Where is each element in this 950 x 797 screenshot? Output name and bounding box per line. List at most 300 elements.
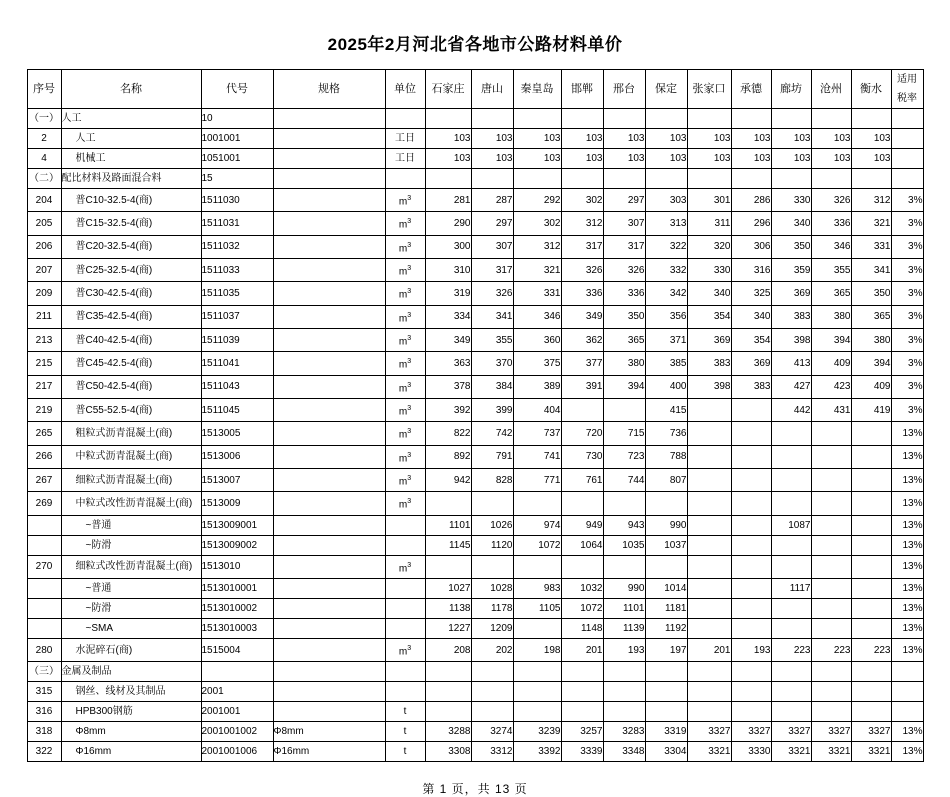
header-qinhuangdao: 秦皇岛 [513,70,561,109]
cell-price-hengshui [851,555,891,578]
cell-price-shijiazhuang: 319 [425,282,471,305]
cell-price-cangzhou [811,515,851,535]
cell-price-langfang: 330 [771,189,811,212]
cell-price-baoding: 3319 [645,722,687,742]
cell-price-cangzhou: 326 [811,189,851,212]
cell-price-langfang [771,555,811,578]
cell-price-hengshui [851,702,891,722]
cell-price-xingtai: 365 [603,328,645,351]
table-row [27,598,923,618]
cell-price-qinhuangdao: 292 [513,189,561,212]
cell-seq: 217 [27,375,61,398]
cell-price-zhangjiakou: 320 [687,235,731,258]
cell-name: 普C35-42.5-4(商) [61,305,201,328]
cell-seq: 213 [27,328,61,351]
cell-tax-rate: 3% [891,189,923,212]
cell-price-cangzhou: 103 [811,129,851,149]
cell-price-baoding: 807 [645,468,687,491]
cell-unit [385,535,425,555]
cell-price-baoding [645,109,687,129]
cell-price-zhangjiakou [687,169,731,189]
cell-price-tangshan [471,109,513,129]
cell-code: 2001001006 [201,742,273,762]
cell-seq: 211 [27,305,61,328]
cell-price-shijiazhuang: 392 [425,398,471,421]
cell-code: 2001 [201,682,273,702]
header-cangzhou: 沧州 [811,70,851,109]
cell-price-baoding: 736 [645,422,687,445]
cell-price-chengde: 103 [731,129,771,149]
cell-code: 1513007 [201,468,273,491]
cell-price-zhangjiakou: 369 [687,328,731,351]
cell-spec [273,555,385,578]
cell-price-zhangjiakou [687,682,731,702]
cell-name: 中粒式改性沥青混凝土(商) [61,492,201,515]
cell-price-hengshui: 409 [851,375,891,398]
cell-price-cangzhou: 346 [811,235,851,258]
cell-price-cangzhou: 394 [811,328,851,351]
header-zhangjiakou: 张家口 [687,70,731,109]
cell-code: 1513010002 [201,598,273,618]
cell-price-langfang: 103 [771,129,811,149]
table-header-row [27,70,923,109]
cell-price-qinhuangdao: 389 [513,375,561,398]
cell-price-zhangjiakou [687,492,731,515]
cell-price-zhangjiakou [687,515,731,535]
cell-unit: t [385,742,425,762]
cell-price-hengshui: 394 [851,352,891,375]
cell-price-shijiazhuang: 892 [425,445,471,468]
cell-seq: 266 [27,445,61,468]
cell-price-qinhuangdao: 103 [513,149,561,169]
cell-price-qinhuangdao: 312 [513,235,561,258]
cell-price-langfang: 383 [771,305,811,328]
cell-price-qinhuangdao: 1105 [513,598,561,618]
cell-price-baoding: 3304 [645,742,687,762]
cell-spec [273,328,385,351]
cell-tax-rate: 13% [891,618,923,638]
cell-price-zhangjiakou: 3327 [687,722,731,742]
cell-price-xingtai: 723 [603,445,645,468]
cell-price-shijiazhuang: 103 [425,149,471,169]
cell-price-qinhuangdao: 321 [513,258,561,281]
cell-price-qinhuangdao: 983 [513,578,561,598]
cell-price-hengshui: 3321 [851,742,891,762]
cell-code: 1511035 [201,282,273,305]
cell-price-langfang [771,535,811,555]
cell-price-baoding: 356 [645,305,687,328]
cell-price-handan [561,109,603,129]
cell-price-xingtai [603,555,645,578]
cell-seq: 322 [27,742,61,762]
cell-price-langfang: 398 [771,328,811,351]
cell-seq: 4 [27,149,61,169]
cell-price-zhangjiakou [687,422,731,445]
cell-price-shijiazhuang: 310 [425,258,471,281]
cell-name: ~普通 [61,578,201,598]
cell-price-qinhuangdao: 198 [513,638,561,661]
cell-price-xingtai: 3348 [603,742,645,762]
cell-price-xingtai: 297 [603,189,645,212]
cell-price-tangshan: 202 [471,638,513,661]
cell-price-langfang: 427 [771,375,811,398]
table-row [27,375,923,398]
cell-price-chengde [731,422,771,445]
header-xingtai: 邢台 [603,70,645,109]
cell-price-shijiazhuang: 942 [425,468,471,491]
cell-price-langfang [771,682,811,702]
cell-price-hengshui [851,535,891,555]
cell-price-handan: 302 [561,189,603,212]
cell-price-chengde [731,535,771,555]
cell-price-handan: 761 [561,468,603,491]
cell-spec [273,305,385,328]
cell-spec [273,702,385,722]
cell-price-shijiazhuang: 349 [425,328,471,351]
cell-price-cangzhou: 365 [811,282,851,305]
cell-price-baoding [645,702,687,722]
cell-price-xingtai: 326 [603,258,645,281]
cell-spec [273,149,385,169]
cell-unit: $m^3$ [385,638,425,661]
cell-price-chengde: 369 [731,352,771,375]
cell-price-tangshan: 1120 [471,535,513,555]
cell-price-cangzhou [811,422,851,445]
cell-price-qinhuangdao [513,555,561,578]
cell-price-qinhuangdao [513,618,561,638]
cell-price-qinhuangdao: 346 [513,305,561,328]
cell-price-chengde: 340 [731,305,771,328]
cell-price-hengshui: 419 [851,398,891,421]
cell-price-tangshan [471,492,513,515]
cell-tax-rate [891,129,923,149]
cell-price-xingtai: 317 [603,235,645,258]
cell-price-handan: 391 [561,375,603,398]
cell-price-handan [561,398,603,421]
cell-code: 1511045 [201,398,273,421]
cell-price-langfang: 1117 [771,578,811,598]
cell-price-hengshui [851,515,891,535]
cell-tax-rate: 13% [891,468,923,491]
header-tangshan: 唐山 [471,70,513,109]
table-row [27,702,923,722]
table-row [27,328,923,351]
cell-price-zhangjiakou: 301 [687,189,731,212]
cell-unit: $m^3$ [385,212,425,235]
cell-price-baoding: 342 [645,282,687,305]
cell-price-shijiazhuang: 3288 [425,722,471,742]
cell-spec [273,235,385,258]
cell-price-langfang: 103 [771,149,811,169]
cell-unit: $m^3$ [385,235,425,258]
cell-price-qinhuangdao: 404 [513,398,561,421]
header-unit: 单位 [385,70,425,109]
cell-price-cangzhou [811,598,851,618]
cell-price-qinhuangdao [513,169,561,189]
cell-price-cangzhou [811,169,851,189]
cell-unit: $m^3$ [385,258,425,281]
cell-price-handan: 349 [561,305,603,328]
cell-seq: （一） [27,109,61,129]
cell-price-shijiazhuang: 281 [425,189,471,212]
cell-seq: 215 [27,352,61,375]
cell-price-cangzhou [811,445,851,468]
cell-name: ~防滑 [61,535,201,555]
cell-price-chengde [731,555,771,578]
cell-name: 机械工 [61,149,201,169]
cell-price-zhangjiakou [687,702,731,722]
cell-code: 1513009001 [201,515,273,535]
table-header [27,70,923,109]
cell-price-baoding: 385 [645,352,687,375]
cell-price-handan: 103 [561,129,603,149]
cell-tax-rate: 3% [891,305,923,328]
cell-price-xingtai: 394 [603,375,645,398]
cell-price-handan: 3257 [561,722,603,742]
cell-name: 水泥碎石(商) [61,638,201,661]
cell-unit: t [385,702,425,722]
cell-price-qinhuangdao: 331 [513,282,561,305]
cell-price-tangshan: 3274 [471,722,513,742]
cell-unit [385,682,425,702]
cell-price-cangzhou: 103 [811,149,851,169]
table-section-row [27,169,923,189]
cell-spec [273,398,385,421]
cell-name: 普C20-32.5-4(商) [61,235,201,258]
cell-code: 1511033 [201,258,273,281]
cell-price-tangshan: 384 [471,375,513,398]
cell-price-xingtai: 307 [603,212,645,235]
table-row [27,742,923,762]
cell-price-chengde [731,682,771,702]
cell-name: 金属及制品 [61,662,201,682]
table-row [27,515,923,535]
cell-price-handan: 317 [561,235,603,258]
cell-name: 配比材料及路面混合料 [61,169,201,189]
cell-spec [273,535,385,555]
cell-seq: 270 [27,555,61,578]
cell-code: 1051001 [201,149,273,169]
cell-code: 1511037 [201,305,273,328]
cell-price-chengde [731,445,771,468]
header-shijiazhuang: 石家庄 [425,70,471,109]
cell-seq: 219 [27,398,61,421]
cell-price-baoding: 332 [645,258,687,281]
cell-price-xingtai [603,109,645,129]
cell-seq: 280 [27,638,61,661]
cell-price-xingtai: 103 [603,129,645,149]
header-spec: 规格 [273,70,385,109]
cell-seq: 207 [27,258,61,281]
cell-price-langfang [771,492,811,515]
cell-seq: （三） [27,662,61,682]
cell-price-qinhuangdao: 3392 [513,742,561,762]
cell-price-zhangjiakou: 340 [687,282,731,305]
cell-price-langfang: 369 [771,282,811,305]
cell-price-langfang: 340 [771,212,811,235]
cell-price-tangshan: 370 [471,352,513,375]
cell-tax-rate: 13% [891,722,923,742]
cell-tax-rate: 3% [891,212,923,235]
page-title: 2025年2月河北省各地市公路材料单价 [327,35,623,54]
cell-price-baoding: 103 [645,149,687,169]
cell-code: 1515004 [201,638,273,661]
cell-price-qinhuangdao [513,682,561,702]
cell-seq: 269 [27,492,61,515]
cell-unit [385,578,425,598]
cell-price-handan: 103 [561,149,603,169]
cell-price-tangshan: 1028 [471,578,513,598]
cell-price-tangshan: 791 [471,445,513,468]
cell-code: 1513006 [201,445,273,468]
cell-unit [385,598,425,618]
cell-unit [385,169,425,189]
table-section-row [27,109,923,129]
cell-price-tangshan: 326 [471,282,513,305]
cell-price-cangzhou [811,702,851,722]
cell-price-tangshan: 742 [471,422,513,445]
cell-tax-rate: 3% [891,328,923,351]
cell-price-qinhuangdao: 375 [513,352,561,375]
cell-spec [273,258,385,281]
cell-price-tangshan [471,702,513,722]
cell-seq: 315 [27,682,61,702]
cell-price-hengshui: 341 [851,258,891,281]
table-row [27,682,923,702]
cell-price-hengshui: 103 [851,129,891,149]
cell-price-hengshui [851,618,891,638]
cell-price-zhangjiakou [687,398,731,421]
table-row [27,149,923,169]
cell-price-xingtai [603,682,645,702]
cell-seq: 205 [27,212,61,235]
cell-name: 普C55-52.5-4(商) [61,398,201,421]
cell-price-xingtai: 103 [603,149,645,169]
cell-price-zhangjiakou: 103 [687,129,731,149]
table-row [27,282,923,305]
cell-price-handan: 720 [561,422,603,445]
cell-name: ~防滑 [61,598,201,618]
cell-price-qinhuangdao: 1072 [513,535,561,555]
cell-price-chengde [731,515,771,535]
cell-code: 2001001002 [201,722,273,742]
cell-price-chengde [731,618,771,638]
cell-price-shijiazhuang [425,682,471,702]
cell-price-baoding: 1037 [645,535,687,555]
cell-price-chengde: 3327 [731,722,771,742]
header-tax-rate-line2: 税率 [897,93,917,104]
cell-price-chengde [731,109,771,129]
cell-price-shijiazhuang [425,109,471,129]
cell-price-chengde [731,398,771,421]
cell-code: 1511043 [201,375,273,398]
cell-price-qinhuangdao [513,492,561,515]
cell-price-shijiazhuang [425,492,471,515]
cell-price-qinhuangdao: 771 [513,468,561,491]
cell-price-zhangjiakou: 383 [687,352,731,375]
cell-price-chengde: 325 [731,282,771,305]
cell-price-cangzhou: 409 [811,352,851,375]
header-chengde: 承德 [731,70,771,109]
cell-price-chengde [731,169,771,189]
cell-price-tangshan: 828 [471,468,513,491]
table-row [27,492,923,515]
cell-price-handan [561,492,603,515]
cell-tax-rate: 3% [891,235,923,258]
cell-name: 普C45-42.5-4(商) [61,352,201,375]
cell-name: 人工 [61,129,201,149]
cell-price-hengshui: 350 [851,282,891,305]
cell-price-cangzhou: 223 [811,638,851,661]
cell-price-baoding: 313 [645,212,687,235]
cell-spec [273,212,385,235]
cell-price-shijiazhuang: 822 [425,422,471,445]
cell-name: 钢丝、线材及其制品 [61,682,201,702]
cell-unit: $m^3$ [385,422,425,445]
cell-price-xingtai: 380 [603,352,645,375]
cell-price-tangshan [471,555,513,578]
cell-spec: Φ16mm [273,742,385,762]
cell-tax-rate: 13% [891,638,923,661]
cell-price-cangzhou [811,492,851,515]
cell-price-xingtai: 1101 [603,598,645,618]
cell-price-langfang: 359 [771,258,811,281]
cell-price-baoding: 371 [645,328,687,351]
cell-tax-rate: 13% [891,742,923,762]
cell-price-qinhuangdao [513,702,561,722]
cell-tax-rate [891,702,923,722]
cell-seq: （二） [27,169,61,189]
cell-price-handan: 949 [561,515,603,535]
cell-price-hengshui [851,468,891,491]
cell-price-cangzhou [811,468,851,491]
cell-seq: 204 [27,189,61,212]
cell-seq [27,515,61,535]
cell-price-zhangjiakou [687,109,731,129]
cell-price-chengde: 103 [731,149,771,169]
cell-spec [273,468,385,491]
cell-price-baoding: 990 [645,515,687,535]
cell-price-zhangjiakou [687,535,731,555]
cell-name: HPB300钢筋 [61,702,201,722]
cell-price-baoding: 103 [645,129,687,149]
cell-price-zhangjiakou [687,618,731,638]
cell-price-qinhuangdao: 3239 [513,722,561,742]
table-row [27,398,923,421]
cell-price-hengshui [851,169,891,189]
cell-price-xingtai: 744 [603,468,645,491]
cell-tax-rate [891,109,923,129]
cell-code: 1001001 [201,129,273,149]
cell-spec [273,375,385,398]
header-name: 名称 [61,70,201,109]
cell-price-baoding: 415 [645,398,687,421]
material-price-table [27,69,924,762]
cell-code: 1513010003 [201,618,273,638]
cell-price-shijiazhuang: 208 [425,638,471,661]
cell-price-xingtai: 350 [603,305,645,328]
cell-price-chengde: 193 [731,638,771,661]
cell-price-langfang [771,702,811,722]
cell-price-qinhuangdao: 974 [513,515,561,535]
cell-unit: $m^3$ [385,282,425,305]
cell-spec [273,682,385,702]
cell-code: 1513010001 [201,578,273,598]
cell-unit: $m^3$ [385,189,425,212]
cell-price-handan: 201 [561,638,603,661]
header-baoding: 保定 [645,70,687,109]
cell-price-zhangjiakou: 330 [687,258,731,281]
